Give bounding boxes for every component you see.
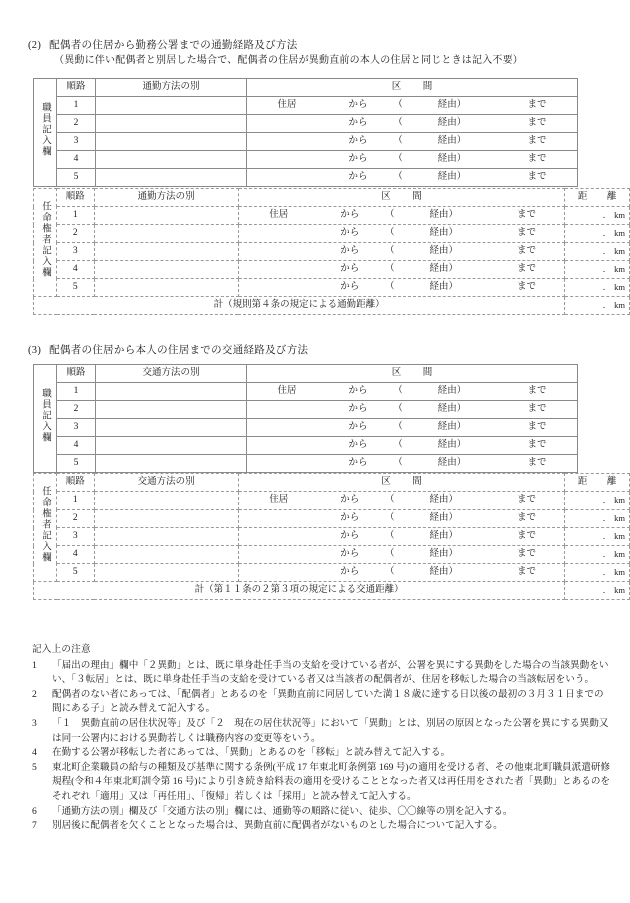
row-number: 5 bbox=[57, 169, 96, 187]
distance-unit: km bbox=[614, 228, 625, 238]
header-distance: 距 離 bbox=[565, 474, 630, 492]
segment-paren: （ bbox=[393, 386, 403, 396]
segment-via: 経由） bbox=[437, 404, 467, 414]
segment-paren: （ bbox=[384, 246, 395, 256]
segment-via: 経由） bbox=[437, 440, 467, 450]
segment-paren: （ bbox=[384, 531, 395, 541]
method-input-cell[interactable] bbox=[94, 564, 238, 582]
method-input-cell[interactable] bbox=[96, 151, 247, 169]
distance-decimal: . bbox=[602, 228, 606, 238]
segment-kara: から bbox=[348, 422, 368, 432]
segment-made: まで bbox=[527, 154, 547, 164]
distance-unit: km bbox=[614, 300, 625, 310]
row-number: 1 bbox=[57, 383, 96, 401]
segment-via: 経由） bbox=[437, 154, 467, 164]
table-row bbox=[34, 151, 578, 169]
table-row bbox=[34, 133, 578, 151]
method-input-cell[interactable] bbox=[96, 437, 247, 455]
row-number: 5 bbox=[57, 279, 95, 297]
segment-paren: （ bbox=[393, 136, 403, 146]
segment-paren: （ bbox=[384, 282, 395, 292]
header-segment: 区 間 bbox=[238, 189, 564, 207]
segment-made: まで bbox=[516, 549, 536, 559]
segment-made: まで bbox=[516, 282, 536, 292]
segment-made: まで bbox=[527, 404, 547, 414]
segment-paren: （ bbox=[384, 228, 395, 238]
header-method: 交通方法の別 bbox=[94, 474, 238, 492]
segment-cell[interactable] bbox=[238, 546, 564, 564]
segment-made: まで bbox=[516, 246, 536, 256]
segment-paren: （ bbox=[384, 567, 395, 577]
row-number: 2 bbox=[57, 510, 95, 528]
row-number: 3 bbox=[57, 133, 96, 151]
total-distance-cell[interactable] bbox=[565, 297, 630, 315]
header-distance: 距 離 bbox=[565, 189, 630, 207]
table-row bbox=[34, 207, 630, 225]
row-number: 1 bbox=[57, 207, 95, 225]
note-number: 7 bbox=[32, 820, 37, 832]
method-input-cell[interactable] bbox=[96, 455, 247, 473]
segment-kara: から bbox=[340, 567, 360, 577]
section-2-title: 配偶者の住居から勤務公署までの通勤経路及び方法 bbox=[49, 40, 298, 51]
segment-made: まで bbox=[516, 210, 536, 220]
table-row bbox=[34, 279, 630, 297]
table-row bbox=[34, 455, 578, 473]
distance-decimal: . bbox=[602, 495, 606, 505]
table-row bbox=[34, 510, 630, 528]
employee-side-label: 職員記入欄 bbox=[34, 365, 57, 473]
segment-from: 住居 bbox=[277, 100, 297, 110]
segment-via: 経由） bbox=[429, 567, 458, 577]
row-number: 4 bbox=[57, 437, 96, 455]
segment-kara: から bbox=[348, 100, 368, 110]
segment-paren: （ bbox=[393, 100, 403, 110]
authority-side-label: 任命権者記入欄 bbox=[34, 189, 57, 297]
row-number: 1 bbox=[57, 97, 96, 115]
segment-paren: （ bbox=[384, 495, 395, 505]
distance-unit: km bbox=[614, 495, 625, 505]
segment-kara: から bbox=[340, 228, 360, 238]
segment-kara: から bbox=[348, 118, 368, 128]
segment-cell[interactable] bbox=[247, 419, 578, 437]
method-input-cell[interactable] bbox=[94, 207, 238, 225]
segment-kara: から bbox=[340, 282, 360, 292]
segment-via: 経由） bbox=[437, 458, 467, 468]
section-3-heading bbox=[28, 343, 308, 358]
distance-decimal: . bbox=[602, 567, 606, 577]
segment-paren: （ bbox=[393, 422, 403, 432]
segment-cell[interactable] bbox=[238, 492, 564, 510]
segment-made: まで bbox=[527, 386, 547, 396]
header-order: 順路 bbox=[57, 189, 95, 207]
segment-made: まで bbox=[527, 458, 547, 468]
segment-cell[interactable] bbox=[238, 510, 564, 528]
segment-cell[interactable] bbox=[247, 455, 578, 473]
note-number: 3 bbox=[32, 717, 37, 729]
segment-via: 経由） bbox=[429, 531, 458, 541]
row-number: 2 bbox=[57, 225, 95, 243]
segment-kara: から bbox=[340, 513, 360, 523]
table-row bbox=[34, 243, 630, 261]
segment-paren: （ bbox=[393, 118, 403, 128]
method-input-cell[interactable] bbox=[94, 261, 238, 279]
note-item bbox=[32, 746, 612, 761]
distance-decimal: . bbox=[602, 300, 606, 310]
distance-decimal: . bbox=[602, 264, 606, 274]
segment-made: まで bbox=[527, 100, 547, 110]
segment-via: 経由） bbox=[437, 172, 467, 182]
table-row bbox=[34, 492, 630, 510]
distance-cell[interactable] bbox=[565, 510, 630, 528]
row-number: 2 bbox=[57, 115, 96, 133]
segment-cell[interactable] bbox=[247, 115, 578, 133]
distance-unit: km bbox=[614, 549, 625, 559]
section-3-number: (3) bbox=[28, 345, 42, 356]
segment-kara: から bbox=[340, 210, 360, 220]
segment-made: まで bbox=[527, 118, 547, 128]
note-text: 東北町企業職員の給与の種類及び基準に関する条例(平成 17 年東北町条例第 169 号)の適用を受ける者、その他東北町職員派遣研修規程(令和４年東北町訓令第 16 号)により引き続き給料表の適用を受けることとなった者又は再任用をされた者「異動」とあるのをそれぞれ「適用」又は「再任用」、「復帰」若しくは「採用」と読み替えて記入する。 bbox=[52, 761, 611, 802]
method-input-cell[interactable] bbox=[94, 528, 238, 546]
segment-kara: から bbox=[340, 264, 360, 274]
segment-paren: （ bbox=[393, 172, 403, 182]
row-number: 3 bbox=[57, 528, 95, 546]
note-number: 2 bbox=[32, 688, 37, 700]
table-row bbox=[34, 401, 578, 419]
segment-via: 経由） bbox=[429, 228, 458, 238]
distance-decimal: . bbox=[602, 246, 606, 256]
segment-made: まで bbox=[527, 440, 547, 450]
method-input-cell[interactable] bbox=[94, 279, 238, 297]
segment-kara: から bbox=[348, 458, 368, 468]
section-2-employee-table bbox=[33, 78, 578, 187]
distance-decimal: . bbox=[602, 531, 606, 541]
distance-cell[interactable] bbox=[565, 492, 630, 510]
segment-paren: （ bbox=[384, 264, 395, 274]
segment-paren: （ bbox=[393, 458, 403, 468]
section-2-heading bbox=[28, 38, 298, 53]
segment-kara: から bbox=[348, 404, 368, 414]
segment-via: 経由） bbox=[429, 549, 458, 559]
distance-unit: km bbox=[614, 531, 625, 541]
note-item bbox=[32, 688, 612, 717]
employee-side-label: 職員記入欄 bbox=[34, 79, 57, 187]
header-method: 通勤方法の別 bbox=[96, 79, 247, 97]
segment-via: 経由） bbox=[429, 246, 458, 256]
table-row bbox=[34, 169, 578, 187]
segment-via: 経由） bbox=[429, 513, 458, 523]
note-number: 4 bbox=[32, 747, 37, 759]
header-order: 順路 bbox=[57, 79, 96, 97]
row-number: 5 bbox=[57, 564, 95, 582]
header-order: 順路 bbox=[57, 365, 96, 383]
notes-section bbox=[32, 643, 612, 834]
note-number: 5 bbox=[32, 761, 37, 773]
segment-cell[interactable] bbox=[247, 437, 578, 455]
header-method: 通勤方法の別 bbox=[94, 189, 238, 207]
segment-from: 住居 bbox=[269, 495, 289, 505]
segment-kara: から bbox=[340, 531, 360, 541]
table-row bbox=[34, 115, 578, 133]
note-text: 「通勤方法の別」欄及び「交通方法の別」欄には、通勤等の順路に従い、徒歩、〇〇線等の別を記入する。 bbox=[52, 805, 513, 817]
segment-via: 経由） bbox=[429, 495, 458, 505]
distance-cell[interactable] bbox=[565, 279, 630, 297]
row-number: 3 bbox=[57, 243, 95, 261]
distance-unit: km bbox=[614, 567, 625, 577]
total-label: 計（第１１条の２第３項の規定による交通距離） bbox=[34, 582, 565, 600]
table-header-row bbox=[34, 474, 630, 492]
notes-title: 記入上の注意 bbox=[32, 644, 91, 655]
segment-via: 経由） bbox=[429, 282, 458, 292]
distance-unit: km bbox=[614, 246, 625, 256]
distance-unit: km bbox=[614, 210, 625, 220]
distance-unit: km bbox=[614, 513, 625, 523]
method-input-cell[interactable] bbox=[96, 401, 247, 419]
method-input-cell[interactable] bbox=[94, 492, 238, 510]
distance-decimal: . bbox=[602, 210, 606, 220]
distance-unit: km bbox=[614, 585, 625, 595]
section-3-title: 配偶者の住居から本人の住居までの交通経路及び方法 bbox=[49, 345, 309, 356]
method-input-cell[interactable] bbox=[96, 133, 247, 151]
segment-via: 経由） bbox=[437, 118, 467, 128]
section-3-employee-table bbox=[33, 364, 578, 473]
distance-cell[interactable] bbox=[565, 261, 630, 279]
segment-made: まで bbox=[516, 264, 536, 274]
segment-made: まで bbox=[516, 567, 536, 577]
distance-cell[interactable] bbox=[565, 207, 630, 225]
segment-cell[interactable] bbox=[238, 207, 564, 225]
distance-decimal: . bbox=[602, 549, 606, 559]
total-label: 計（規則第４条の規定による通勤距離） bbox=[34, 297, 565, 315]
segment-cell[interactable] bbox=[238, 528, 564, 546]
distance-cell[interactable] bbox=[565, 243, 630, 261]
segment-cell[interactable] bbox=[238, 243, 564, 261]
segment-cell[interactable] bbox=[247, 401, 578, 419]
method-input-cell[interactable] bbox=[96, 383, 247, 401]
table-row bbox=[34, 383, 578, 401]
segment-cell[interactable] bbox=[247, 169, 578, 187]
row-number: 4 bbox=[57, 546, 95, 564]
distance-cell[interactable] bbox=[565, 528, 630, 546]
table-total-row bbox=[34, 297, 630, 315]
method-input-cell[interactable] bbox=[96, 115, 247, 133]
segment-from: 住居 bbox=[269, 210, 289, 220]
segment-cell[interactable] bbox=[238, 564, 564, 582]
table-header-row bbox=[34, 189, 630, 207]
note-item bbox=[32, 819, 612, 834]
segment-made: まで bbox=[516, 495, 536, 505]
note-text: 在勤する公署が移転した者にあっては、「異動」とあるのを「移転」と読み替えて記入する。 bbox=[52, 747, 451, 759]
segment-from: 住居 bbox=[277, 386, 297, 396]
note-item bbox=[32, 761, 612, 805]
segment-kara: から bbox=[348, 440, 368, 450]
segment-paren: （ bbox=[384, 513, 395, 523]
header-segment: 区 間 bbox=[247, 365, 578, 383]
table-header-row bbox=[34, 79, 578, 97]
segment-made: まで bbox=[516, 531, 536, 541]
header-segment: 区 間 bbox=[238, 474, 564, 492]
segment-paren: （ bbox=[393, 154, 403, 164]
table-header-row bbox=[34, 365, 578, 383]
segment-cell[interactable] bbox=[247, 133, 578, 151]
segment-kara: から bbox=[340, 495, 360, 505]
note-text: 配偶者のない者にあっては、「配偶者」とあるのを「異動直前に同居していた満１８歳に達する日以後の最初の３月３１日までの間にある子」と読み替えて記入する。 bbox=[52, 688, 604, 715]
total-distance-cell[interactable] bbox=[565, 582, 630, 600]
table-row bbox=[34, 437, 578, 455]
segment-kara: から bbox=[348, 154, 368, 164]
note-item bbox=[32, 659, 612, 688]
row-number: 3 bbox=[57, 419, 96, 437]
segment-paren: （ bbox=[393, 440, 403, 450]
segment-made: まで bbox=[527, 172, 547, 182]
distance-cell[interactable] bbox=[565, 225, 630, 243]
segment-kara: から bbox=[348, 386, 368, 396]
table-row bbox=[34, 546, 630, 564]
note-text: 「１ 異動直前の居住状況等」及び「２ 現在の居住状況等」において「異動」とは、別居の原因となった公署を異にする異動又は同一公署内における異動若しくは職務内容の変更等をいう。 bbox=[52, 717, 609, 744]
segment-cell[interactable] bbox=[238, 279, 564, 297]
table-row bbox=[34, 97, 578, 115]
segment-made: まで bbox=[527, 422, 547, 432]
note-text: 別居後に配偶者を欠くこととなった場合は、異動直前に配偶者がないものとした場合について記入する。 bbox=[52, 820, 503, 832]
row-number: 2 bbox=[57, 401, 96, 419]
method-input-cell[interactable] bbox=[94, 510, 238, 528]
note-number: 1 bbox=[32, 659, 37, 671]
table-row bbox=[34, 528, 630, 546]
section-2-number: (2) bbox=[28, 40, 42, 51]
method-input-cell[interactable] bbox=[96, 419, 247, 437]
distance-decimal: . bbox=[602, 585, 606, 595]
segment-paren: （ bbox=[393, 404, 403, 414]
authority-side-label: 任命権者記入欄 bbox=[34, 474, 57, 582]
table-row bbox=[34, 225, 630, 243]
segment-kara: から bbox=[348, 172, 368, 182]
section-2-subheading: （異動に伴い配偶者と別居した場合で、配偶者の住居が異動直前の本人の住居と同じときは記入不要） bbox=[54, 55, 523, 66]
note-number: 6 bbox=[32, 805, 37, 817]
segment-kara: から bbox=[340, 246, 360, 256]
segment-cell[interactable] bbox=[238, 225, 564, 243]
row-number: 1 bbox=[57, 492, 95, 510]
row-number: 4 bbox=[57, 151, 96, 169]
table-row bbox=[34, 261, 630, 279]
distance-unit: km bbox=[614, 282, 625, 292]
header-segment: 区 間 bbox=[247, 79, 578, 97]
method-input-cell[interactable] bbox=[94, 546, 238, 564]
note-item bbox=[32, 805, 612, 820]
segment-cell[interactable] bbox=[238, 261, 564, 279]
segment-cell[interactable] bbox=[247, 383, 578, 401]
distance-unit: km bbox=[614, 264, 625, 274]
distance-decimal: . bbox=[602, 282, 606, 292]
method-input-cell[interactable] bbox=[96, 169, 247, 187]
table-row bbox=[34, 564, 630, 582]
segment-cell[interactable] bbox=[247, 151, 578, 169]
segment-made: まで bbox=[516, 228, 536, 238]
segment-via: 経由） bbox=[437, 422, 467, 432]
note-text: 「届出の理由」欄中「２異動」とは、既に単身赴任手当の支給を受けている者が、公署を異にする異動をした場合の当該異動をいい、「３転居」とは、既に単身赴任手当の支給を受けている者又は当該者の配偶者が、住居を移転した場合の当該転居をいう。 bbox=[52, 659, 609, 686]
segment-cell[interactable] bbox=[247, 97, 578, 115]
segment-paren: （ bbox=[384, 549, 395, 559]
distance-cell[interactable] bbox=[565, 564, 630, 582]
header-order: 順路 bbox=[57, 474, 95, 492]
note-item bbox=[32, 717, 612, 746]
section-3-authority-table bbox=[33, 473, 630, 600]
header-method: 交通方法の別 bbox=[96, 365, 247, 383]
segment-via: 経由） bbox=[429, 210, 458, 220]
row-number: 4 bbox=[57, 261, 95, 279]
segment-made: まで bbox=[516, 513, 536, 523]
section-2-authority-table bbox=[33, 188, 630, 315]
segment-via: 経由） bbox=[429, 264, 458, 274]
method-input-cell[interactable] bbox=[94, 225, 238, 243]
segment-paren: （ bbox=[384, 210, 395, 220]
segment-kara: から bbox=[348, 136, 368, 146]
distance-cell[interactable] bbox=[565, 546, 630, 564]
segment-via: 経由） bbox=[437, 100, 467, 110]
segment-via: 経由） bbox=[437, 386, 467, 396]
method-input-cell[interactable] bbox=[96, 97, 247, 115]
distance-decimal: . bbox=[602, 513, 606, 523]
segment-via: 経由） bbox=[437, 136, 467, 146]
method-input-cell[interactable] bbox=[94, 243, 238, 261]
table-total-row bbox=[34, 582, 630, 600]
segment-kara: から bbox=[340, 549, 360, 559]
segment-made: まで bbox=[527, 136, 547, 146]
table-row bbox=[34, 419, 578, 437]
row-number: 5 bbox=[57, 455, 96, 473]
